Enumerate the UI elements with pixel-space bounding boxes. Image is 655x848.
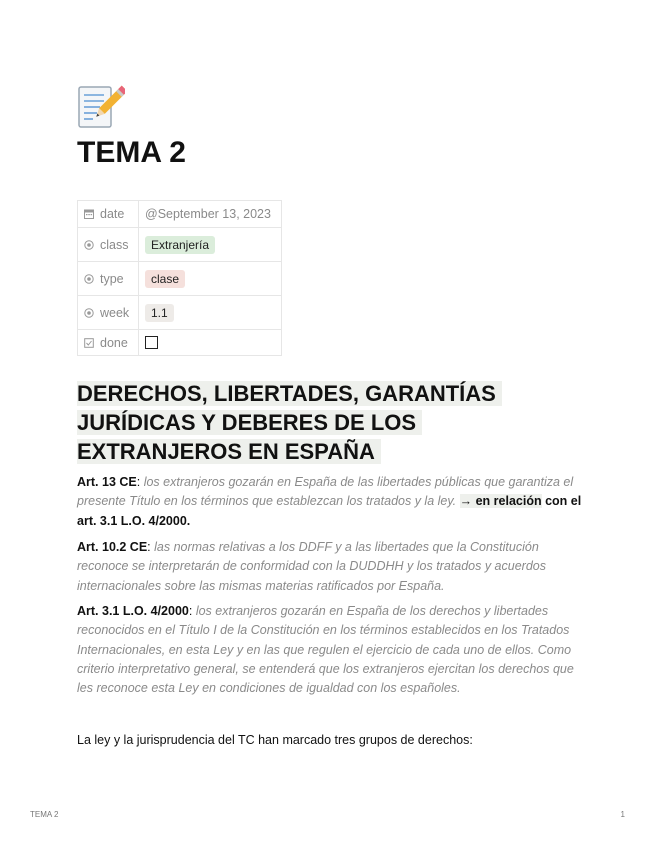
type-value[interactable] bbox=[139, 262, 282, 296]
article-quote: los extranjeros gozarán en España de los derechos y libertades reconocidos en el Título I de la Constitución en los términos establecidos en los Tratados Internacionales, en esta Ley y en las que regulen el ejercicio de cada uno de ellos. Como criterio interpretativo general, se entenderá que los extranjeros ejercitan los derechos que les reconoce esta Ley en condiciones de igualdad con los españoles. bbox=[77, 604, 574, 696]
property-row-type bbox=[78, 262, 282, 296]
property-key-date bbox=[78, 201, 139, 228]
property-key-week bbox=[78, 296, 139, 330]
page-title: TEMA 2 bbox=[77, 136, 186, 169]
property-row-done bbox=[78, 330, 282, 356]
article-ref: Art. 13 CE bbox=[77, 475, 137, 489]
heading-line: DERECHOS, LIBERTADES, GARANTÍAS bbox=[77, 381, 502, 406]
calendar-icon bbox=[84, 209, 94, 219]
heading-line: EXTRANJEROS EN ESPAÑA bbox=[77, 439, 381, 464]
class-tag[interactable]: Extranjería bbox=[145, 236, 215, 254]
intro-text: La ley y la jurisprudencia del TC han marcado tres grupos de derechos: bbox=[77, 733, 473, 747]
section-heading bbox=[77, 379, 557, 466]
property-label: date bbox=[100, 207, 125, 221]
property-key-done bbox=[78, 330, 139, 356]
property-key-class bbox=[78, 228, 139, 262]
week-value[interactable] bbox=[139, 296, 282, 330]
property-key-type bbox=[78, 262, 139, 296]
property-row-class bbox=[78, 228, 282, 262]
properties-table bbox=[77, 200, 282, 356]
week-tag[interactable]: 1.1 bbox=[145, 304, 174, 322]
select-icon bbox=[84, 274, 94, 284]
select-icon bbox=[84, 308, 94, 318]
article-paragraph bbox=[77, 538, 582, 596]
article-ref: Art. 10.2 CE bbox=[77, 540, 148, 554]
article-paragraph bbox=[77, 473, 582, 531]
article-paragraph bbox=[77, 602, 582, 698]
article-sep: : bbox=[188, 604, 196, 618]
article-ref: Art. 3.1 L.O. 4/2000 bbox=[77, 604, 189, 618]
memo-icon bbox=[77, 82, 125, 130]
done-checkbox[interactable] bbox=[145, 336, 158, 349]
article-sep: : bbox=[147, 540, 155, 554]
footer-title: TEMA 2 bbox=[30, 810, 59, 819]
property-label: done bbox=[100, 335, 128, 350]
property-row-date bbox=[78, 201, 282, 228]
date-value[interactable]: @September 13, 2023 bbox=[139, 201, 282, 228]
article-sep: : bbox=[136, 475, 144, 489]
article-quote: los extranjeros gozarán en España de las libertades públicas que garantiza el presente Título en los términos que establezcan los tratados y la ley. bbox=[77, 475, 574, 509]
relation-rest: con el art. 3.1 L.O. 4/2000. bbox=[77, 494, 582, 528]
page-number: 1 bbox=[620, 810, 625, 819]
property-label: type bbox=[100, 271, 124, 286]
property-label: class bbox=[100, 237, 129, 252]
checkbox-icon bbox=[84, 338, 94, 348]
article-quote: las normas relativas a los DDFF y a las libertades que la Constitución reconoce se interpretarán de conformidad con la DUDDHH y los tratados y acuerdos internacionales sobre las mismas materias ratificados por España. bbox=[77, 540, 546, 593]
type-tag[interactable]: clase bbox=[145, 270, 185, 288]
property-row-week bbox=[78, 296, 282, 330]
property-label: week bbox=[100, 305, 130, 320]
done-value bbox=[139, 330, 282, 356]
relation-highlight: → en relación bbox=[459, 494, 542, 509]
class-value[interactable] bbox=[139, 228, 282, 262]
select-icon bbox=[84, 240, 94, 250]
heading-line: JURÍDICAS Y DEBERES DE LOS bbox=[77, 410, 422, 435]
